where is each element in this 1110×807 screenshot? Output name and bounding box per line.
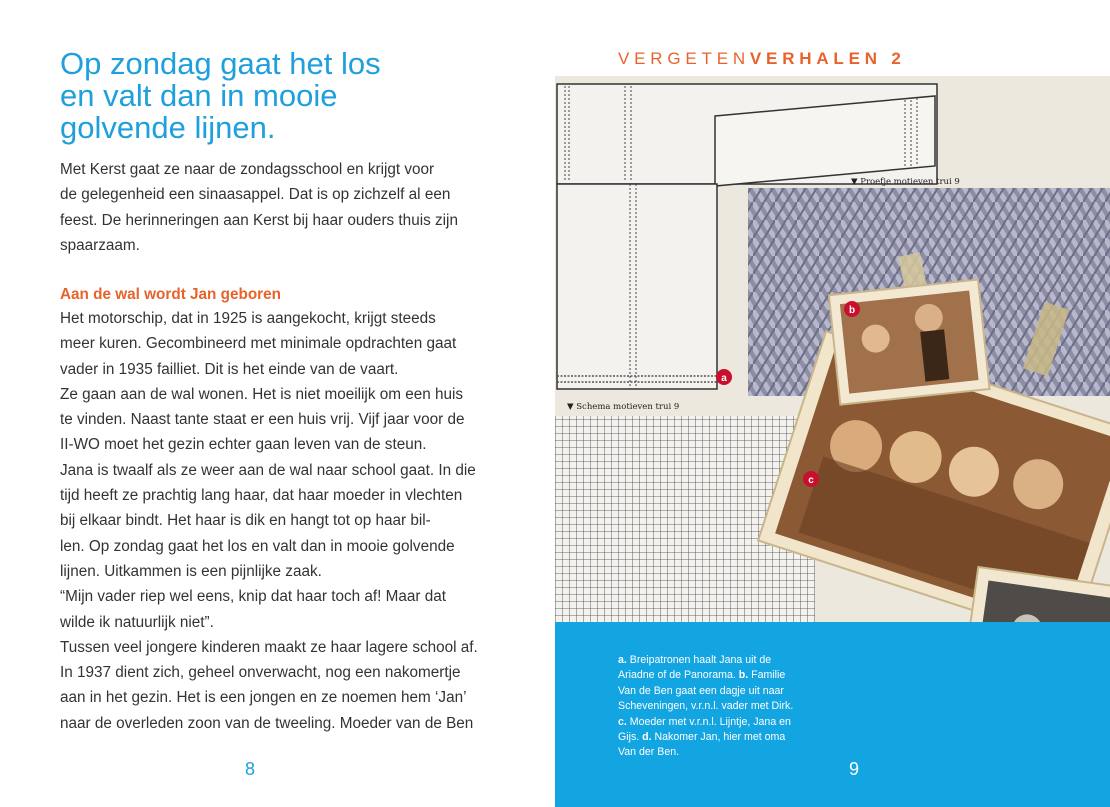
photo-caption	[618, 653, 838, 761]
body-paragraph	[60, 306, 505, 736]
marker-a	[716, 369, 732, 385]
text-line: II-WO moet het gezin echter gaan leven van de steun.	[60, 436, 427, 454]
caption-line: Van der Ben.	[618, 746, 680, 759]
text-line: Het motorschip, dat in 1925 is aangekocht, krijgt steeds	[60, 310, 436, 327]
caption-line: Scheveningen, v.r.n.l. vader met Dirk.	[618, 700, 794, 713]
page-number-left: 8	[245, 759, 256, 779]
pull-quote-line: golvende lijnen.	[60, 110, 276, 145]
pull-quote-line: Op zondag gaat het los	[60, 46, 381, 81]
text-line: naar de overleden zoon van de tweeling. Moeder van de Ben	[60, 714, 474, 732]
text-line: Jana is twaalf als ze weer aan de wal naar school gaat. In die	[60, 461, 476, 479]
text-line: wilde ik natuurlijk niet”.	[60, 613, 214, 631]
marker-b	[844, 301, 860, 317]
text-line: Ze gaan aan de wal wonen. Het is niet moeilijk om een huis	[60, 385, 464, 403]
subheading: Aan de wal wordt Jan geboren	[60, 286, 281, 303]
series-title-bold: VERHALEN 2	[749, 49, 906, 68]
caption-line: a. Breipatronen haalt Jana uit de	[618, 654, 772, 666]
text-line: In 1937 dient zich, geheel onverwacht, nog een nakomertje	[60, 664, 461, 682]
text-line: meer kuren. Gecombineerd met minimale opdrachten gaat	[60, 335, 457, 353]
series-title	[618, 49, 906, 69]
caption-line: Gijs. d. Nakomer Jan, hier met oma	[618, 731, 786, 744]
text-line: vader in 1935 failliet. Dit is het einde van de vaart.	[60, 360, 399, 378]
text-line: Met Kerst gaat ze naar de zondagsschool en krijgt voor	[60, 161, 435, 178]
pattern-label-top: ▼ Proefje motieven trui 9	[851, 177, 960, 187]
text-line: “Mijn vader riep wel eens, knip dat haar toch af! Maar dat	[60, 588, 447, 606]
pattern-label-left: ▼ Schema motieven trui 9	[567, 402, 680, 412]
text-line: feest. De herinneringen aan Kerst bij haar ouders thuis zijn	[60, 211, 458, 229]
caption-line: Van de Ben gaat een dagje uit naar	[618, 684, 784, 697]
svg-text:a: a	[721, 373, 727, 384]
text-line: te vinden. Naast tante staat er een huis vrij. Vijf jaar voor de	[60, 411, 465, 429]
text-line: Tussen veel jongere kinderen maakt ze haar lagere school af.	[60, 638, 478, 656]
caption-line: Ariadne of de Panorama. b. Familie	[618, 669, 786, 682]
intro-paragraph	[60, 157, 505, 258]
marker-c	[803, 471, 819, 487]
pull-quote-line: en valt dan in mooie	[60, 78, 338, 113]
photo-b	[829, 280, 990, 405]
text-line: tijd heeft ze prachtig lang haar, dat haar moeder in vlechten	[60, 487, 463, 505]
text-line: lijnen. Uitkammen is een pijnlijke zaak.	[60, 562, 322, 580]
text-line: de gelegenheid een sinaasappel. Dat is op zichzelf al een	[60, 186, 451, 204]
text-line: aan in het gezin. Het is een jongen en ze noemen hem ‘Jan’	[60, 689, 467, 707]
text-line: spaarzaam.	[60, 236, 140, 254]
caption-line: c. Moeder met v.r.n.l. Lijntje, Jana en	[618, 715, 791, 728]
text-line: len. Op zondag gaat het los en valt dan in mooie golvende	[60, 537, 455, 555]
text-line: bij elkaar bindt. Het haar is dik en hangt tot op haar bil-	[60, 512, 431, 530]
page-number-right: 9	[849, 759, 860, 779]
svg-text:b: b	[848, 305, 856, 316]
series-title-light: VERGETEN	[618, 49, 750, 68]
svg-text:c: c	[808, 475, 814, 486]
pull-quote	[60, 48, 500, 144]
